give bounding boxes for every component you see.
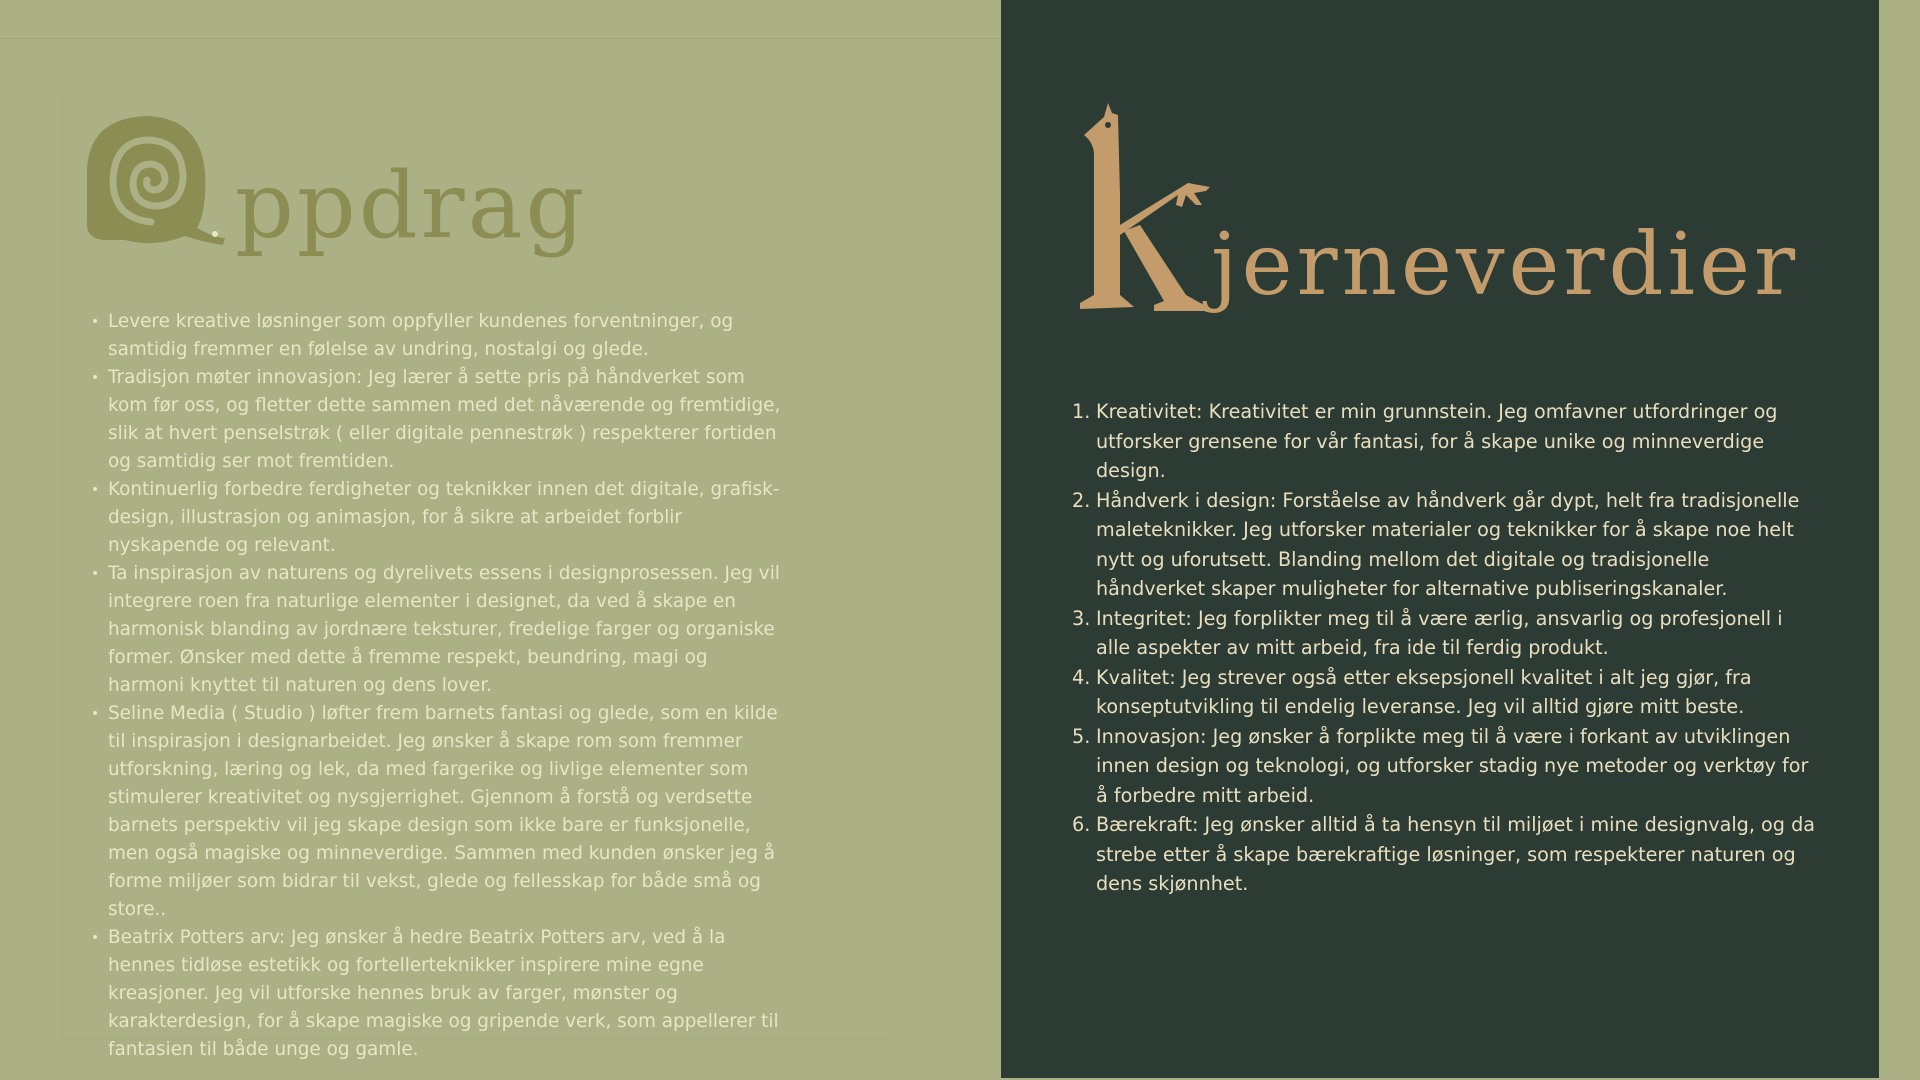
list-number: 1. [1072, 400, 1091, 423]
kjerneverdier-heading [1078, 95, 1838, 345]
bird-k-drop-cap-icon [1078, 95, 1228, 335]
list-number: 6. [1072, 813, 1091, 836]
list-number: 2. [1072, 488, 1091, 512]
core-values-list [1072, 397, 1816, 899]
list-number: 4. [1072, 665, 1091, 689]
list-item-text: Innovasjon: Jeg ønsker å forplikte meg til å være i forkant av utviklingen innen design og teknologi, og utforsker stadig nye metoder og verktøy for å forbedre mitt arbeid. [1096, 724, 1809, 807]
list-item: • Levere kreative løsninger som oppfyller kundenes forventninger, og samtidig fremmer en følelse av undring, nostalgi og glede. [108, 308, 788, 364]
list-item-text: Integritet: Jeg forplikter meg til å være ærlig, ansvarlig og profesjonell i alle aspekter av mitt arbeid, fra ide til ferdig produkt. [1096, 606, 1783, 659]
list-number: 3. [1072, 606, 1091, 630]
list-item: • Tradisjon møter innovasjon: Jeg lærer å sette pris på håndverket som kom før oss, og fletter dette sammen med det nåværende og fremtidige, slik at hvert penselstrøk ( eller digitale pennestrøk ) respekterer fortiden og samtidig ser mot fremtiden. [108, 364, 788, 476]
list-item: • Ta inspirasjon av naturens og dyrelivets essens i designprosessen. Jeg vil integrere roen fra naturlige elementer i designet, da ved å skape en harmonisk blanding av jordnære teksturer, fredelige farger og organiske former. Ønsker med dette å fremme respekt, beundring, magi og harmoni knyttet til naturen og dens lover. [108, 560, 788, 700]
mission-list [108, 308, 788, 1064]
list-item: • Kontinuerlig forbedre ferdigheter og teknikker innen det digitale, grafisk-design, illustrasjon og animasjon, for å sikre at arbeidet forblir nyskapende og relevant. [108, 476, 788, 560]
list-item [1072, 397, 1816, 486]
list-item-text: Bærekraft: Jeg ønsker alltid å ta hensyn til miljøet i mine designvalg, og da strebe etter å skape bærekraftige løsninger, som respekterer naturen og dens skjønnhet. [1096, 813, 1816, 895]
oppdrag-heading [85, 100, 645, 270]
list-item [1072, 663, 1816, 722]
list-item [1072, 722, 1816, 811]
list-item [1072, 486, 1816, 604]
list-number: 5. [1072, 724, 1091, 748]
kjerneverdier-title-text: jerneverdier [1211, 215, 1800, 315]
list-item-text: Håndverk i design: Forståelse av håndverk går dypt, helt fra tradisjonelle maleteknikker. Jeg utforsker materialer og teknikker for å skape noe helt nytt og uforutsett. Blanding mellom det digitale og tradisjonelle håndverket skaper muligheter for alternative publiseringskanaler. [1096, 488, 1800, 600]
list-item: • Beatrix Potters arv: Jeg ønsker å hedre Beatrix Potters arv, ved å la hennes tidløse estetikk og fortellerteknikker inspirere mine egne kreasjoner. Jeg vil utforske hennes bruk av farger, mønster og karakterdesign, for å skape magiske og gripende verk, som appellerer til fantasien til både unge og gamle. [108, 924, 788, 1064]
list-item-text: Kreativitet: Kreativitet er min grunnstein. Jeg omfavner utfordringer og utforsker grensene for vår fantasi, for å skape unike og minneverdige design. [1096, 400, 1778, 482]
list-item [1072, 604, 1816, 663]
list-item: • Seline Media ( Studio ) løfter frem barnets fantasi og glede, som en kilde til inspirasjon i designarbeidet. Jeg ønsker å skape rom som fremmer utforskning, læring og lek, da med fargerike og livlige elementer som stimulerer kreativitet og nysgjerrighet. Gjennom å forstå og verdsette barnets perspektiv vil jeg skape design som ikke bare er funksjonelle, men også magiske og minneverdige. Sammen med kunden ønsker jeg å forme miljøer som bidrar til vekst, glede og fellesskap for både små og store.. [108, 700, 788, 924]
snail-drop-cap-icon [85, 110, 230, 250]
top-divider [0, 38, 1001, 39]
oppdrag-title-text: ppdrag [235, 152, 588, 259]
list-item-text: Kvalitet: Jeg strever også etter eksepsjonell kvalitet i alt jeg gjør, fra konseptutvikling til endelig leveranse. Jeg vil alltid gjøre mitt beste. [1096, 665, 1752, 718]
list-item [1072, 810, 1816, 899]
